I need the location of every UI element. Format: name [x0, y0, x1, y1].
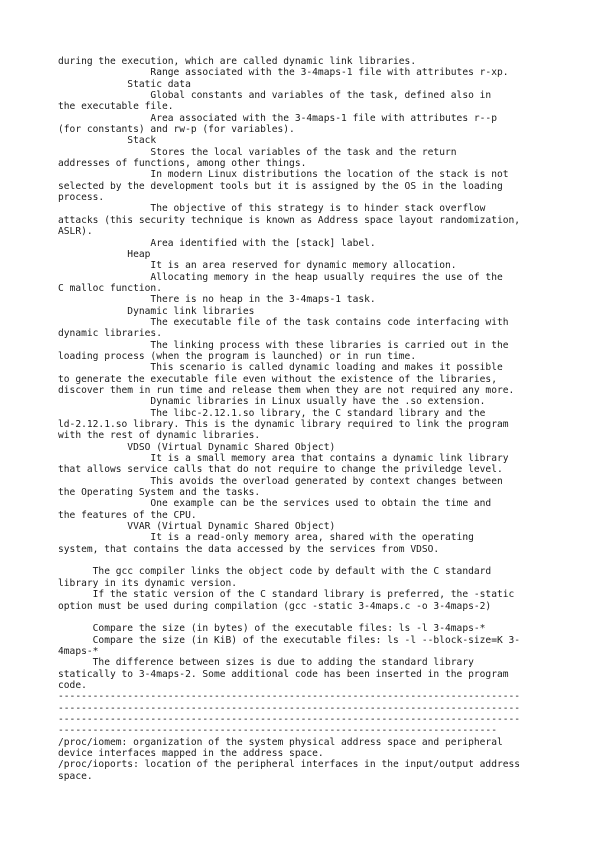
- text-line: to generate the executable file even without the existence of the libraries,: [58, 373, 497, 385]
- text-line: It is an area reserved for dynamic memory allocation.: [58, 260, 457, 272]
- text-line: Heap: [58, 248, 151, 260]
- text-line: Stack: [58, 135, 157, 147]
- text-line: device interfaces mapped in the address space.: [58, 747, 324, 759]
- text-line: Dynamic link libraries: [58, 305, 255, 317]
- text-line: The libc-2.12.1.so library, the C standard library and the: [58, 407, 486, 419]
- text-line: There is no heap in the 3-4maps-1 task.: [58, 294, 376, 306]
- separator-line: --------------------------------------------------------------------------------: [58, 713, 521, 725]
- text-line: (for constants) and rw-p (for variables).: [58, 124, 295, 136]
- text-line: that allows service calls that do not require to change the priviledge level.: [58, 464, 503, 476]
- text-line: It is a small memory area that contains a dynamic link library: [58, 453, 509, 465]
- text-line: This avoids the overload generated by context changes between: [58, 475, 503, 487]
- text-line: It is a read-only memory area, shared with the operating: [58, 532, 474, 544]
- text-line: Area identified with the [stack] label.: [58, 237, 376, 249]
- blank-line: [58, 555, 548, 566]
- text-line: process.: [58, 192, 105, 204]
- text-line: dynamic libraries.: [58, 328, 162, 340]
- text-line: Static data: [58, 78, 191, 90]
- text-line: Stores the local variables of the task and the return: [58, 146, 457, 158]
- document-page: [58, 56, 548, 782]
- text-line: during the execution, which are called dynamic link libraries.: [58, 56, 417, 67]
- text-line: Compare the size (in KiB) of the executable files: ls -l --block-size=K 3-: [58, 634, 521, 646]
- text-line: 4maps-*: [58, 645, 99, 657]
- text-line: loading process (when the program is launched) or in run time.: [58, 350, 417, 362]
- text-line: attacks (this security technique is known as Address space layout randomization,: [58, 214, 521, 226]
- text-line: The gcc compiler links the object code by default with the C standard: [58, 566, 492, 578]
- text-line: Allocating memory in the heap usually requires the use of the: [58, 271, 503, 283]
- separator-line: --------------------------------------------------------------------------------: [58, 702, 521, 714]
- separator-line: ----------------------------------------------------------------------------: [58, 725, 497, 737]
- text-line: the Operating System and the tasks.: [58, 487, 261, 499]
- text-line: option must be used during compilation (gcc -static 3-4maps.c -o 3-4maps-2): [58, 600, 492, 612]
- text-line: ASLR).: [58, 226, 93, 238]
- text-line: This scenario is called dynamic loading and makes it possible: [58, 362, 503, 374]
- text-line: Range associated with the 3-4maps-1 file with attributes r-xp.: [58, 67, 509, 79]
- text-line: the executable file.: [58, 101, 174, 113]
- text-line: In modern Linux distributions the location of the stack is not: [58, 169, 509, 181]
- text-line: discover them in run time and release them when they are not required any more.: [58, 384, 515, 396]
- text-line: library in its dynamic version.: [58, 577, 238, 589]
- text-line: /proc/ioports: location of the peripheral interfaces in the input/output address: [58, 759, 521, 771]
- text-line: code.: [58, 679, 87, 691]
- text-line: addresses of functions, among other things.: [58, 158, 307, 170]
- text-line: VVAR (Virtual Dynamic Shared Object): [58, 521, 336, 533]
- separator-line: --------------------------------------------------------------------------------: [58, 691, 521, 703]
- text-line: If the static version of the C standard library is preferred, the -static: [58, 589, 515, 601]
- text-line: system, that contains the data accessed by the services from VDSO.: [58, 543, 440, 555]
- text-line: space.: [58, 770, 93, 782]
- text-line: the features of the CPU.: [58, 509, 197, 521]
- text-line: with the rest of dynamic libraries.: [58, 430, 261, 442]
- text-line: statically to 3-4maps-2. Some additional code has been inserted in the program: [58, 668, 509, 680]
- text-line: Dynamic libraries in Linux usually have the .so extension.: [58, 396, 486, 408]
- text-line: Area associated with the 3-4maps-1 file with attributes r--p: [58, 112, 497, 124]
- text-line: The objective of this strategy is to hinder stack overflow: [58, 203, 486, 215]
- text-line: The executable file of the task contains code interfacing with: [58, 316, 509, 328]
- text-line: Global constants and variables of the task, defined also in: [58, 90, 492, 102]
- text-line: C malloc function.: [58, 282, 162, 294]
- text-line: ld-2.12.1.so library. This is the dynamic library required to link the program: [58, 419, 509, 430]
- text-line: /proc/iomem: organization of the system physical address space and peripheral: [58, 736, 503, 748]
- text-line: Compare the size (in bytes) of the executable files: ls -l 3-4maps-*: [58, 623, 486, 635]
- text-line: The difference between sizes is due to adding the standard library: [58, 657, 474, 669]
- text-line: selected by the development tools but it is assigned by the OS in the loading: [58, 180, 503, 192]
- text-line: VDSO (Virtual Dynamic Shared Object): [58, 441, 336, 453]
- text-line: The linking process with these libraries is carried out in the: [58, 339, 509, 351]
- text-line: One example can be the services used to obtain the time and: [58, 498, 492, 510]
- blank-line: [58, 612, 548, 623]
